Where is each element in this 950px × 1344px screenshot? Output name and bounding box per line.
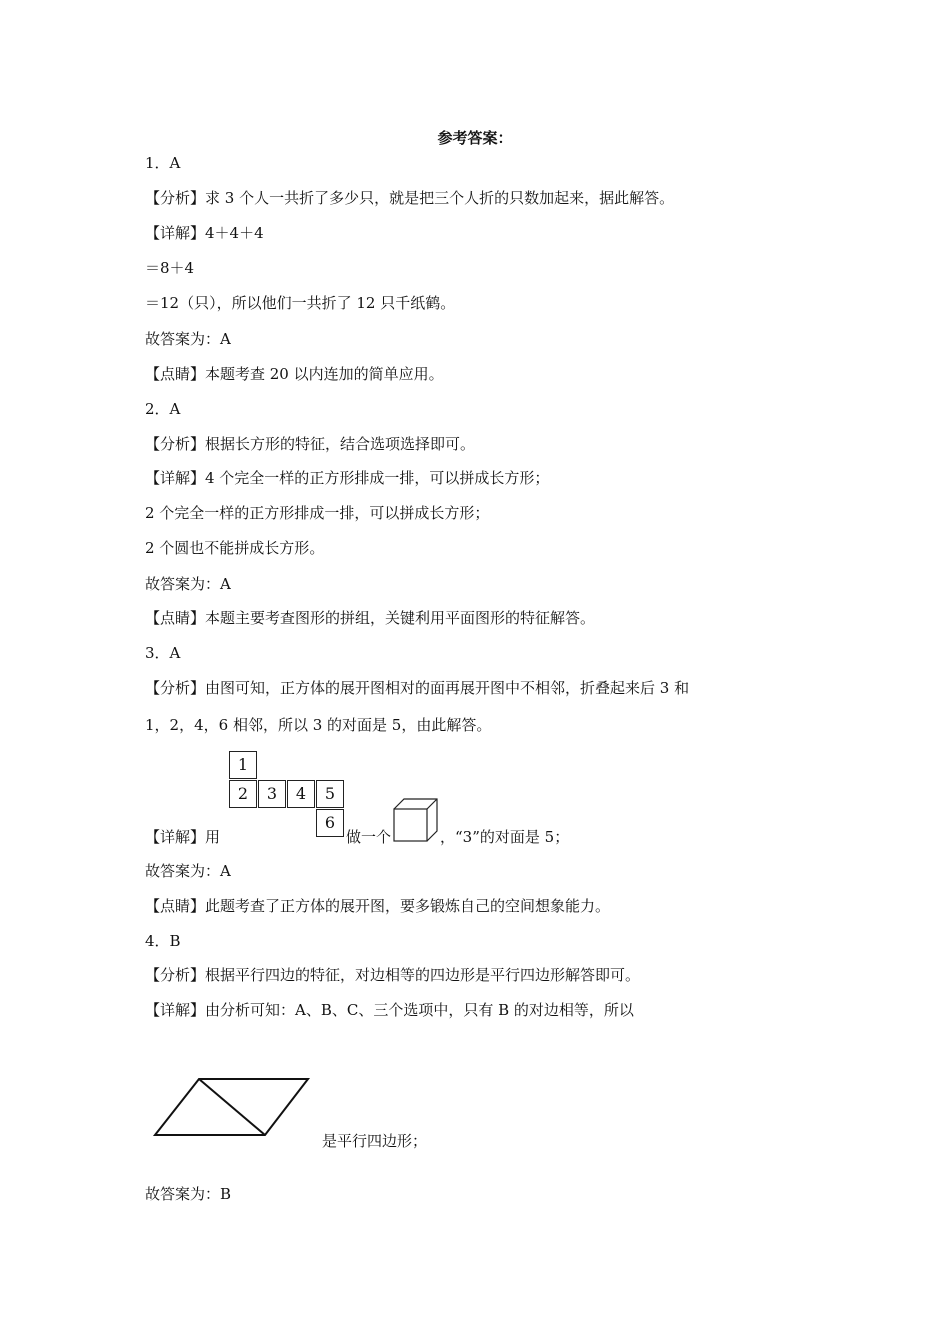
q3-heading: 3．A xyxy=(145,644,181,662)
q4-heading: 4．B xyxy=(145,932,181,950)
q3-analysis-cont: 1，2，4，6 相邻，所以 3 的对面是 5，由此解答。 xyxy=(145,716,492,734)
q3-answer: 故答案为：A xyxy=(145,862,231,880)
cube-icon xyxy=(392,797,438,843)
q1-step1: ＝8＋4 xyxy=(145,259,195,277)
q2-analysis: 【分析】根据长方形的特征，结合选项选择即可。 xyxy=(145,435,476,453)
q4-detail: 【详解】由分析可知：A、B、C、三个选项中，只有 B 的对边相等，所以 xyxy=(145,1001,634,1019)
q2-heading: 2．A xyxy=(145,400,181,418)
net-face-4: 4 xyxy=(287,780,315,808)
q1-detail: 【详解】4＋4＋4 xyxy=(145,224,264,242)
q3-detail-mid: 做一个 xyxy=(346,828,392,846)
q3-detail-prefix: 【详解】用 xyxy=(145,828,221,846)
net-face-5: 5 xyxy=(316,780,344,808)
q3-comment: 【点睛】此题考查了正方体的展开图，要多锻炼自己的空间想象能力。 xyxy=(145,897,611,915)
q2-line2: 2 个完全一样的正方形排成一排，可以拼成长方形； xyxy=(145,504,490,522)
net-face-1: 1 xyxy=(229,751,257,779)
q1-step2: ＝12（只），所以他们一共折了 12 只千纸鹤。 xyxy=(145,294,456,312)
q1-heading: 1．A xyxy=(145,154,181,172)
q2-detail: 【详解】4 个完全一样的正方形排成一排，可以拼成长方形； xyxy=(145,469,550,487)
q1-comment: 【点睛】本题考查 20 以内连加的简单应用。 xyxy=(145,365,444,383)
q2-comment: 【点睛】本题主要考查图形的拼组，关键利用平面图形的特征解答。 xyxy=(145,609,596,627)
q1-analysis: 【分析】求 3 个人一共折了多少只，就是把三个人折的只数加起来，据此解答。 xyxy=(145,189,675,207)
page-title: 参考答案： xyxy=(437,129,513,147)
q4-analysis: 【分析】根据平行四边的特征，对边相等的四边形是平行四边形解答即可。 xyxy=(145,966,641,984)
net-face-3: 3 xyxy=(258,780,286,808)
q1-answer: 故答案为：A xyxy=(145,330,231,348)
q4-figure-caption: 是平行四边形； xyxy=(322,1132,428,1150)
parallelogram-figure xyxy=(150,1075,312,1141)
net-face-2: 2 xyxy=(229,780,257,808)
q2-line3: 2 个圆也不能拼成长方形。 xyxy=(145,539,325,557)
q3-detail-suffix: ，“3”的对面是 5； xyxy=(440,828,570,846)
q2-answer: 故答案为：A xyxy=(145,575,231,593)
q3-analysis: 【分析】由图可知，正方体的展开图相对的面再展开图中不相邻，折叠起来后 3 和 xyxy=(145,679,690,697)
net-face-6: 6 xyxy=(316,809,344,837)
q4-answer: 故答案为：B xyxy=(145,1185,232,1203)
